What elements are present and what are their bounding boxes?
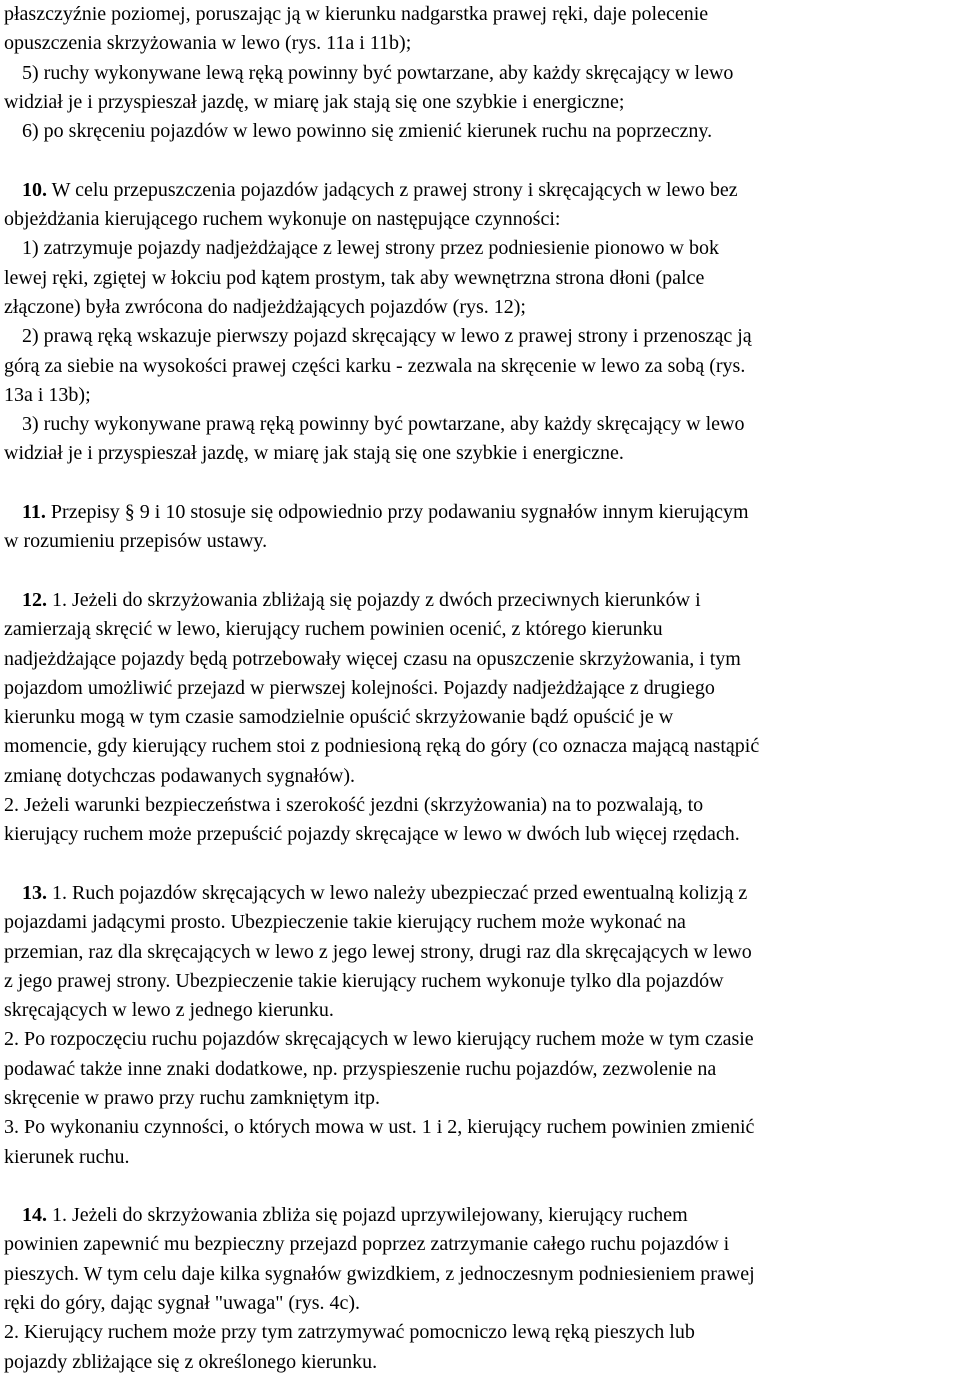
section-10 — [4, 176, 956, 469]
text-line: skręcenie w prawo przy ruchu zamkniętym itp. — [4, 1086, 380, 1109]
text-line: 5) ruchy wykonywane lewą ręką powinny być powtarzane, aby każdy skręcający w lewo — [22, 61, 734, 84]
section-9-continuation — [4, 0, 956, 146]
text-line: 3) ruchy wykonywane prawą ręką powinny być powtarzane, aby każdy skręcający w lewo — [22, 413, 745, 436]
section-number: 13. — [22, 881, 47, 904]
text-line: pojazdom umożliwić przejazd w pierwszej kolejności. Pojazdy nadjeżdżające z drugiego — [4, 676, 715, 699]
text-line: ręki do góry, dając sygnał "uwaga" (rys. 4c). — [4, 1292, 361, 1315]
paragraph-gap — [4, 557, 956, 586]
text-line: zmianę dotychczas podawanych sygnałów). — [4, 764, 355, 787]
text-line: złączone) była zwrócona do nadjeżdżających pojazdów (rys. 12); — [4, 295, 526, 318]
text-line: w rozumieniu przepisów ustawy. — [4, 530, 268, 553]
text-line: powinien zapewnić mu bezpieczny przejazd poprzez zatrzymanie całego ruchu pojazdów i — [4, 1233, 730, 1256]
text-line: skręcających w lewo z jednego kierunku. — [4, 999, 334, 1022]
section-11 — [4, 498, 956, 557]
text-line: 2) prawą ręką wskazuje pierwszy pojazd skręcający w lewo z prawej strony i przenosząc ją — [22, 325, 752, 348]
section-number: 14. — [22, 1204, 47, 1227]
text-line: objeżdżania kierującego ruchem wykonuje on następujące czynności: — [4, 208, 561, 231]
text-line: 6) po skręceniu pojazdów w lewo powinno się zmienić kierunek ruchu na poprzeczny. — [22, 120, 713, 143]
text-line: opuszczenia skrzyżowania w lewo (rys. 11a i 11b); — [4, 32, 412, 55]
text-line: widział je i przyspieszał jazdę, w miarę jak stają się one szybkie i energiczne; — [4, 90, 625, 113]
text-line: 13a i 13b); — [4, 383, 91, 406]
text-line: 2. Kierujący ruchem może przy tym zatrzymywać pomocniczo lewą ręką pieszych lub — [4, 1321, 695, 1344]
text-line: przemian, raz dla skręcających w lewo z jego lewej strony, drugi raz dla skręcających w lewo — [4, 940, 752, 963]
section-number: 10. — [22, 178, 47, 201]
text-line: pieszych. W tym celu daje kilka sygnałów gwizdkiem, z jednoczesnym podniesieniem prawej — [4, 1262, 755, 1285]
text-line: 1) zatrzymuje pojazdy nadjeżdżające z lewej strony przez podniesienie pionowo w bok — [22, 237, 719, 260]
text-line: z jego prawej strony. Ubezpieczenie takie kierujący ruchem wykonuje tylko dla pojazdów — [4, 969, 724, 992]
text-line: kierunek ruchu. — [4, 1145, 130, 1168]
section-number: 12. — [22, 588, 47, 611]
text-run: Przepisy § 9 i 10 stosuje się odpowiednio przy podawaniu sygnałów innym kierującym — [45, 501, 749, 524]
text-run: 1. Jeżeli do skrzyżowania zbliża się pojazd uprzywilejowany, kierujący ruchem — [47, 1204, 688, 1227]
text-line: nadjeżdżające pojazdy będą potrzebowały więcej czasu na opuszczenie skrzyżowania, i tym — [4, 647, 741, 670]
document-page — [4, 0, 956, 1377]
text-line: momencie, gdy kierujący ruchem stoi z podniesioną ręką do góry (co oznacza mającą nastąpić — [4, 735, 760, 758]
section-first-line — [4, 498, 956, 527]
text-line: 3. Po wykonaniu czynności, o których mowa w ust. 1 i 2, kierujący ruchem powinien zmienić — [4, 1116, 755, 1139]
text-line: kierunku mogą w tym czasie samodzielnie opuścić skrzyżowanie bądź opuścić je w — [4, 706, 674, 729]
section-14 — [4, 1201, 956, 1377]
text-line: podawać także inne znaki dodatkowe, np. przyspieszenie ruchu pojazdów, zezwolenie na — [4, 1057, 717, 1080]
text-line: płaszczyźnie poziomej, poruszając ją w kierunku nadgarstka prawej ręki, daje polecenie — [4, 3, 709, 25]
text-run: 1. Ruch pojazdów skręcających w lewo należy ubezpieczać przed ewentualną kolizją z — [47, 881, 748, 904]
text-line: widział je i przyspieszał jazdę, w miarę jak stają się one szybkie i energiczne. — [4, 442, 624, 465]
paragraph-gap — [4, 146, 956, 175]
section-first-line — [4, 586, 956, 615]
section-12 — [4, 586, 956, 850]
text-line: pojazdami jadącymi prosto. Ubezpieczenie takie kierujący ruchem może wykonać na — [4, 911, 686, 934]
text-run: 1. Jeżeli do skrzyżowania zbliżają się pojazdy z dwóch przeciwnych kierunków i — [47, 588, 701, 611]
text-line: zamierzają skręcić w lewo, kierujący ruchem powinien ocenić, z którego kierunku — [4, 618, 663, 641]
text-line: lewej ręki, zgiętej w łokciu pod kątem prostym, tak aby wewnętrzna strona dłoni (palce — [4, 266, 705, 289]
paragraph-gap — [4, 1172, 956, 1201]
section-number: 11. — [22, 501, 46, 524]
text-line: kierujący ruchem może przepuścić pojazdy skręcające w lewo w dwóch lub więcej rzędach. — [4, 823, 740, 846]
paragraph-gap — [4, 469, 956, 498]
section-first-line — [4, 1201, 956, 1230]
text-line: 2. Po rozpoczęciu ruchu pojazdów skręcających w lewo kierujący ruchem może w tym czasie — [4, 1028, 754, 1051]
paragraph-gap — [4, 850, 956, 879]
text-line: 2. Jeżeli warunki bezpieczeństwa i szerokość jezdni (skrzyżowania) na to pozwalają, to — [4, 794, 704, 817]
text-line: górą za siebie na wysokości prawej części karku - zezwala na skręcenie w lewo za sobą (rys. — [4, 354, 746, 377]
text-line: pojazdy zbliżające się z określonego kierunku. — [4, 1350, 378, 1373]
section-first-line — [4, 176, 956, 205]
section-first-line — [4, 879, 956, 908]
text-run: W celu przepuszczenia pojazdów jadących z prawej strony i skręcających w lewo bez — [47, 178, 738, 201]
section-13 — [4, 879, 956, 1172]
